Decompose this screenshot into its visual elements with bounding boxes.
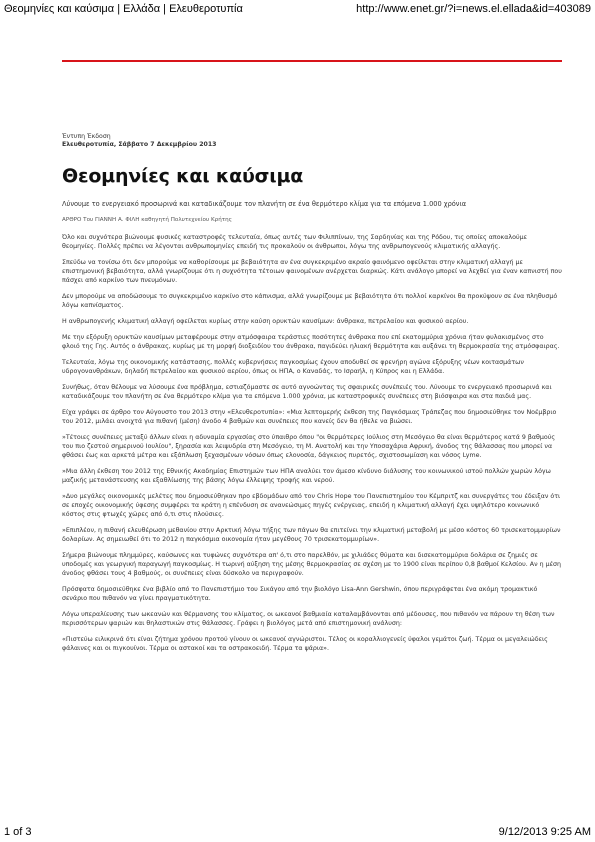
print-page-title: Θεομηνίες και καύσιμα | Ελλάδα | Ελευθεροτυπία [4,3,243,15]
article-paragraph: »Δυο μεγάλες οικονομικές μελέτες που δημοσιεύθηκαν προ εβδομάδων από τον Chris Hope του Πανεπιστημίου του Κέμπριτζ και συνεργάτες του έδειξαν ότι σε εποχές οικονομικής ύφεσης συμφέρει τα κράτη η επένδυση σε ανανεώσιμες πηγές ενέργειας, επειδή η κλιματική αλλαγή έχει υψηλότερο κοινωνικό κόστος στις φτωχές χώρες από ό,τι στις πλούσιες. [62,493,561,518]
article-paragraph: Σπεύδω να τονίσω ότι δεν μπορούμε να καθορίσουμε με βεβαιότητα αν ένα συγκεκριμένο ακραίο φαινόμενο οφείλεται στην κλιματική αλλαγή με επιστημονική βεβαιότητα, αλλά γνωρίζουμε ότι η συχνότητα τέτοιων φαινομένων ανέρχεται διαρκώς. Κάτι ανάλογο μπορεί να λεχθεί για έναν καπνιστή που πάσχει από καρκίνο των πνευμόνων. [62,259,562,284]
print-timestamp: 9/12/2013 9:25 AM [498,826,591,838]
edition-info [62,133,562,149]
article-lead: Λύνουμε το ενεργειακό προσωρινά και καταδικάζουμε τον πλανήτη σε ένα θερμότερο κλίμα για τα επόμενα 1.000 χρόνια [62,200,467,208]
article-paragraph: Λόγω υπεραλίευσης των ωκεανών και θέρμανσης του κλίματος, οι ωκεανοί βαθμιαία καταλαμβάνονται από μέδουσες, που πιθανόν να πάρουν τη θέση των περισσότερων ψαριών και θηλαστικών στις θάλασσες. Γράφει η βιολόγος μετά από επιστημονική ανάλυση: [62,611,555,627]
article-byline: ΑΡΘΡΟ Του ΓΙΑΝΝΗ Α. ΦΙΛΗ καθηγητή Πολυτεχνείου Κρήτης [62,217,232,223]
article-paragraph: »Μια άλλη έκθεση του 2012 της Εθνικής Ακαδημίας Επιστημών των ΗΠΑ αναλύει τον άμεσο κίνδυνο διάλυσης του κοινωνικού ιστού πολλών χωρών λόγω μαζικής μετανάστευσης και εξαθλίωσης της βάσης λόγω έλλειψης τροφής και νερού. [62,468,551,484]
article-paragraph: »Τέτοιες συνέπειες μεταξύ άλλων είναι η αδυναμία εργασίας στο ύπαιθρο όπου "οι θερμότερες Ιούλιος στη Μεσόγειο θα είναι θερμότερος κατά 9 βαθμούς του πιο ζεστού σημερινού Ιουλίου", ξηρασία και λειψυδρία στη Μεσόγειο, τη Μ. Ανατολή και την Υποσαχάρια Αφρική, άνοδος της θάλασσας που μπορεί να φθάσει έως και αρκετά μέτρα και εξάπλωση ξεχασμένων νόσων όπως ελονοσία, δάγκειος πυρετός, σχιστοσωμίαση και νόσος Lyme. [62,434,556,459]
article-paragraph: »Επιπλέον, η πιθανή ελευθέρωση μεθανίου στην Αρκτική λόγω τήξης των πάγων θα επιτείνει την κλιματική μεταβολή με μέσο κόστος 60 τρισεκατομμυρίων δολαρίων. Ας σημειωθεί ότι το 2012 η παγκόσμια οικονομία ήταν μεγέθους 70 τρισεκατομμυρίων». [62,527,561,543]
edition-label: Έντυπη Έκδοση [62,133,111,140]
article [62,66,562,659]
header-rule [62,60,562,62]
article-paragraph: Συνήθως, όταν θέλουμε να λύσουμε ένα πρόβλημα, εστιαζόμαστε σε αυτό αγνοώντας τις σφαιρικές συνέπειές του. Λύνουμε το ενεργειακό προσωρινά και καταδικάζουμε τον πλανήτη σε ένα θερμότερο κλίμα για τα επόμενα 1.000 χρόνια, με καταστροφικές συνέπειες στη βιόσφαιρα και στα παιδιά μας. [62,384,552,400]
article-body [62,233,562,653]
article-paragraph: Σήμερα βιώνουμε πλημμύρες, καύσωνες και τυφώνες συχνότερα απ' ό,τι στο παρελθόν, με χιλιάδες θύματα και δισεκατομμύρια δολάρια σε ζημιές σε υποδομές και γεωργική παραγωγή παγκοσμίως. Η τωρινή αύξηση της μέσης θερμοκρασίας σε σχέση με το 1900 είναι περίπου 0,8 βαθμοί Κελσίου. Αν η μέση άνοδος φθάσει τους 4 βαθμούς, οι συνέπειες είναι δύσκολο να περιγραφούν. [62,552,561,577]
article-paragraph: Δεν μπορούμε να αποδώσουμε το συγκεκριμένο καρκίνο στο κάπνισμα, αλλά γνωρίζουμε με βεβαιότητα ότι πολλοί καρκίνοι θα προκύψουν σε ένα πληθυσμό λόγω καπνίσματος. [62,293,558,309]
article-paragraph: Είχα γράψει σε άρθρο τον Αύγουστο του 2013 στην «Ελευθεροτυπία»: «Μια λεπτομερής έκθεση της Παγκόσμιας Τράπεζας που δημοσιεύθηκε τον Νοέμβριο του 2012, μιλάει ανοιχτά για πιθανή (μέση) άνοδο 4 βαθμών και συνέπειες που κανείς δεν θα ήθελε να βιώσει. [62,409,557,425]
article-paragraph: Τελευταία, λόγω της οικονομικής κατάστασης, πολλές κυβερνήσεις παγκοσμίως έχουν αποδυθεί σε φρενήρη αγώνα εξόρυξης νέων κοιτασμάτων υδρογονανθράκων, δηλαδή πετρελαίου και φυσικού αερίου, όπως οι ΗΠΑ, ο Καναδάς, το Ισραήλ, η Κύπρος και η Ελλάδα. [62,359,524,375]
edition-date: Ελευθεροτυπία, Σάββατο 7 Δεκεμβρίου 2013 [62,141,217,148]
article-paragraph: Με την εξόρυξη ορυκτών καυσίμων μεταφέρουμε στην ατμόσφαιρα τεράστιες ποσότητες άνθρακα που επί εκατομμύρια χρόνια ήταν φυλακισμένος στο φλοιό της Γης. Αυτός ο άνθρακας, κυρίως με τη μορφή διοξειδίου του άνθρακα, παγιδεύει ηλιακή θερμότητα και αυξάνει τη θερμοκρασία της ατμόσφαιρας. [62,334,560,350]
article-title: Θεομηνίες και καύσιμα [62,165,304,187]
article-paragraph: Όλο και συχνότερα βιώνουμε φυσικές καταστροφές τελευταία, όπως αυτές των Φιλιππίνων, της Σαρδηνίας και της Ρόδου, τις οποίες αποκαλούμε θεομηνίες. Πολλές πρέπει να λέγονται ανθρωπομηνίες επειδή τις προκαλούν οι άνθρωποι, λόγω της ανθρωπογενούς κλιματικής αλλαγής. [62,234,528,250]
print-page-url[interactable]: http://www.enet.gr/?i=news.el.ellada&id=403089 [356,3,591,15]
article-paragraph: Η ανθρωπογενής κλιματική αλλαγή οφείλεται κυρίως στην καύση ορυκτών καυσίμων: άνθρακα, πετρελαίου και φυσικού αερίου. [62,318,469,325]
print-page-number: 1 of 3 [4,826,32,838]
article-paragraph: «Πιστεύω ειλικρινά ότι είναι ζήτημα χρόνου προτού γίνουν οι ωκεανοί αγνώριστοι. Τέλος οι κοραλλιογενείς ύφαλοι γεμάτοι ζωή. Τέρμα οι μεγαλειώδεις φάλαινες και οι πιγκουίνοι. Τέρμα οι αστακοί και τα οστρακοειδή. Τέρμα τα ψάρια». [62,636,548,652]
article-paragraph: Πρόσφατα δημοσιεύθηκε ένα βιβλίο από το Πανεπιστήμιο του Σικάγου από την βιολόγο Lisa-Ann Gershwin, όπου περιγράφεται ένα ακόμη τρομακτικό σενάριο που πιθανόν να γίνει πραγματικότητα. [62,586,538,602]
